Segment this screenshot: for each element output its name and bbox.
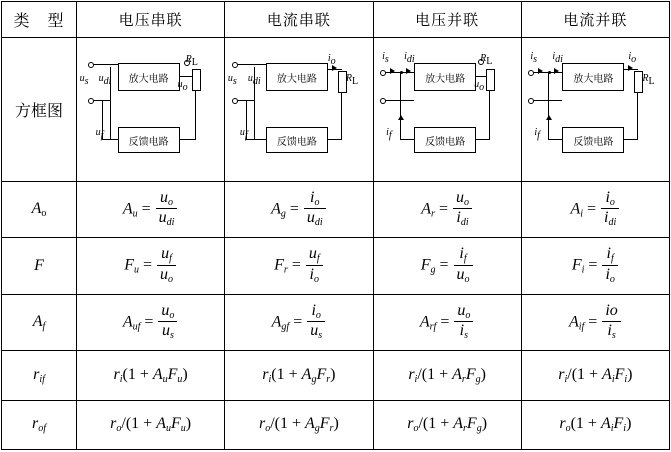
formula-lhs: F [571,256,582,274]
expr-f-sub: i [623,423,627,435]
input-terminal-top [380,70,386,76]
wire [637,91,638,139]
den: i [456,209,461,227]
row-label-rof [2,400,77,449]
table-row-Ao [2,181,670,238]
num: i [606,245,611,263]
label-if: if [534,127,540,142]
den: u [158,209,167,227]
fraction [454,302,473,341]
fraction [601,189,619,228]
label-idi: idi [552,51,563,66]
header-col-2: 电流串联 [225,2,373,38]
header-col-3: 电压并联 [373,2,521,38]
expr-rif-col1: ri(1 + AuFu) [77,351,225,400]
label-io: io [327,53,336,68]
num: u [161,245,170,263]
expr-a: A [602,365,612,383]
formula-F-col3: Fg = $\frac{if}{uo}$ [373,238,521,295]
den-sub: di [608,217,617,229]
den: u [306,209,315,227]
expr-f: F [170,415,181,433]
expr-base: r [258,415,266,433]
circuit-diagram-current-series [228,45,370,173]
wire [246,139,266,140]
diagram-cell-voltage-series [77,37,225,181]
expr-base-sub: i [268,373,272,385]
wire [622,139,638,140]
label-io: io [628,51,637,66]
diagram-cell-voltage-parallel [373,37,521,181]
den: u [310,322,319,340]
expr-f: F [613,415,624,433]
wire [178,139,196,140]
fraction [454,245,473,284]
expr-base-sub: i [119,373,123,385]
den-sub: s [464,330,469,342]
formula-lhs: A [421,200,432,218]
num: i [459,245,464,263]
fraction [602,302,620,341]
expr-a: A [304,415,315,433]
load-resistor [486,69,495,91]
fraction [306,245,323,284]
formula-Af-col3: Arf = $\frac{uo}{is}$ [373,294,521,351]
den: i [604,209,609,227]
table-row-block-diagram [2,37,670,181]
circuit-diagram-current-parallel [524,45,666,173]
expr-rif-col2: ri(1 + AgFr) [225,351,373,400]
expr-f: F [614,365,625,383]
current-arrow-if [546,115,552,120]
fraction [307,302,325,341]
formula-lhs: A [271,313,282,331]
expr-a: A [452,365,462,383]
fraction [156,189,178,228]
formula-Ao-col3: Ar = $\frac{uo}{\text{idi}}$ [373,181,521,238]
row-label-F-base: F [34,257,44,275]
den: u [456,265,465,283]
row-label-block-diagram: 方框图 [2,37,77,181]
label-RL: RL [185,54,198,69]
expr-base: r [113,365,120,383]
num-sub: o [465,309,471,321]
formula-lhs-sub: rf [429,321,437,333]
expr-f-sub: r [329,423,334,435]
formula-Af-col1: Auf = $\frac{uo}{us}$ [77,294,225,351]
label-udi: udi [98,73,112,88]
input-terminal-top [528,70,534,76]
row-label-rof-sub: of [38,423,46,435]
row-label-rif-sub: if [39,373,45,385]
formula-lhs: A [122,200,133,218]
expr-rof-col4: ro(1 + AiFi) [521,400,669,449]
num: i [605,188,610,206]
wire [474,139,490,140]
expr-a: A [152,365,163,383]
expr-a-sub: u [165,423,171,435]
formula-lhs-sub: g [280,208,286,220]
den-sub: di [314,217,323,229]
expr-a: A [600,415,611,433]
formula-lhs-sub: i [581,264,585,276]
amplifier-block: 放大电路 [414,63,476,91]
expr-f: F [316,365,327,383]
expr-f-sub: u [177,373,183,385]
expr-a-sub: i [610,423,614,435]
circuit-diagram-voltage-series [80,45,222,173]
label-is: is [382,51,389,66]
den-sub: di [166,217,175,229]
expr-a: A [453,415,464,433]
wire [195,89,196,139]
expr-rof-col1: ro/(1 + AuFu) [77,400,225,449]
feedback-block: 反馈电路 [414,127,476,153]
formula-Ao-col2: Ag = $\frac{io}{\text{udi}}$ [225,181,373,238]
input-terminal-top [88,62,94,68]
label-udi: udi [247,73,261,88]
expr-f: F [319,415,330,433]
row-label-Af [2,294,77,351]
expr-base-sub: i [564,373,568,385]
den-sub: o [609,273,615,285]
num-sub: f [611,253,614,265]
formula-lhs-sub: r [431,208,435,220]
feedback-block: 反馈电路 [118,127,180,153]
wire [400,72,401,100]
amplifier-block: 放大电路 [562,63,624,91]
table-row-Af [2,294,670,351]
expr-a-sub: u [162,373,168,385]
den-sub: o [168,273,174,285]
label-uf: uf [95,127,104,142]
num-sub: o [609,196,615,208]
formula-lhs-sub: if [578,321,585,333]
num: u [308,245,317,263]
formula-Ao-col4: Ai = $\frac{io}{\text{idi}}$ [521,181,669,238]
den-sub: di [460,217,469,229]
expr-a: A [301,365,312,383]
fraction [453,189,472,228]
expr-rof-col3: ro/(1 + ArFg) [373,400,521,449]
expr-a-sub: g [311,373,317,385]
load-resistor [192,69,201,91]
label-idi: idi [404,51,415,66]
table-row-rif [2,351,670,400]
label-uo: uo [474,79,485,94]
label-is: is [530,51,538,66]
fraction [304,189,326,228]
formula-lhs: A [271,200,281,218]
row-label-Ao-sub: o [41,208,47,220]
expr-f-sub: g [476,423,482,435]
expr-base-sub: o [413,423,419,435]
den: u [161,322,170,340]
table-header-row [2,2,670,38]
current-arrow-is [390,68,395,74]
current-arrow-io [628,65,633,71]
expr-a: A [156,415,166,433]
current-arrow-if [398,115,404,120]
input-terminal-top [232,62,238,68]
row-label-Ao [2,181,77,238]
expr-a-sub: i [611,373,615,385]
feedback-amplifier-comparison-table [1,1,670,450]
num: u [455,188,464,206]
formula-F-col1: Fu = $\frac{uf}{uo}$ [77,238,225,295]
expr-base: r [110,415,117,433]
expr-f: F [167,365,178,383]
label-uf: uf [239,127,248,142]
row-label-Ao-base: A [31,200,42,218]
wire [102,139,118,140]
expr-base: r [408,365,415,383]
table-sheet [0,1,671,452]
junction-dot [548,71,551,74]
row-label-Af-base: A [32,313,43,331]
expr-base: r [559,415,566,433]
formula-Af-col2: Agf = $\frac{io}{us}$ [225,294,373,351]
wire [237,64,266,65]
label-if: if [386,127,392,142]
expr-base-sub: o [116,423,122,435]
formula-lhs: F [124,256,134,274]
expr-a-sub: r [461,373,466,385]
wire [254,101,255,139]
header-col-1: 电压串联 [77,2,225,38]
den: u [160,265,169,283]
current-arrow-io [332,65,337,71]
row-label-rif [2,351,77,400]
header-col-4: 电流并联 [521,2,669,38]
wire [341,91,342,139]
num: u [160,188,169,206]
expr-base-sub: i [414,373,418,385]
den-sub: s [611,330,616,342]
formula-lhs: A [122,313,133,331]
expr-base: r [407,415,414,433]
formula-lhs-sub: gf [281,321,290,333]
formula-Ao-col1: Au = $\frac{uo}{\text{udi}}$ [77,181,225,238]
den-sub: o [464,273,470,285]
label-RL: RL [642,73,655,88]
wire [93,64,118,65]
current-arrow-idi [554,68,559,74]
den: i [607,322,612,340]
den: i [309,265,314,283]
expr-f: F [466,415,477,433]
expr-a-sub: r [463,423,467,435]
amplifier-block: 放大电路 [266,63,328,91]
num: io [605,301,618,319]
expr-f-sub: r [326,373,331,385]
fraction [602,245,617,284]
input-terminal-bottom [380,98,386,104]
formula-lhs-sub: uf [132,321,141,333]
num: i [311,301,316,319]
formula-lhs: A [419,313,430,331]
formula-lhs: F [420,256,431,274]
expr-f-sub: u [180,423,186,435]
den-sub: o [313,273,319,285]
expr-base: r [558,365,565,383]
label-us: us [79,73,89,88]
wire [326,139,342,140]
label-uo: uo [177,79,188,94]
formula-lhs: A [570,200,581,218]
formula-lhs-sub: u [134,264,139,276]
num-sub: f [463,253,467,265]
wire [110,101,111,139]
feedback-block: 反馈电路 [562,127,624,153]
row-label-rif-base: r [33,365,40,383]
expr-f-sub: g [475,373,481,385]
header-corner: 类 型 [2,2,77,38]
input-terminal-bottom [88,98,94,104]
formula-lhs: F [274,256,284,274]
current-arrow-idi [406,68,411,74]
formula-Af-col4: Aif = $\frac{io}{is}$ [521,294,669,351]
label-RL: RL [345,73,359,88]
row-label-Af-sub: f [42,321,46,333]
input-terminal-bottom [528,98,534,104]
formula-lhs: A [568,313,579,331]
num: u [161,301,170,319]
den: i [459,322,465,340]
expr-f-sub: i [624,373,628,385]
num-sub: o [314,196,320,208]
den: i [605,265,610,283]
formula-F-col4: Fi = $\frac{if}{io}$ [521,238,669,295]
expr-base-sub: o [565,423,571,435]
table-row-F [2,238,670,295]
junction-dot [400,71,403,74]
wire [548,72,549,100]
circuit-diagram-voltage-parallel [376,45,518,173]
label-RL: RL [480,53,493,68]
num-sub: o [169,309,175,321]
formula-lhs-sub: i [580,208,584,220]
input-terminal-bottom [232,98,238,104]
expr-base: r [262,365,269,383]
num-sub: o [168,196,174,208]
den-sub: s [169,330,174,342]
amplifier-block: 放大电路 [118,63,180,91]
expr-a-sub: g [314,423,320,435]
den-sub: s [318,330,323,342]
fraction [157,245,176,284]
num-sub: o [463,196,469,208]
expr-rof-col2: ro/(1 + AgFr) [225,400,373,449]
expr-f: F [465,365,476,383]
num: i [310,188,315,206]
label-us: us [227,73,237,88]
formula-lhs-sub: g [430,264,436,276]
current-arrow-is [538,68,543,74]
row-label-F [2,238,77,295]
expr-rif-col4: ri/(1 + AiFi) [521,351,669,400]
formula-lhs-sub: u [132,208,138,220]
formula-lhs-sub: r [283,264,288,276]
num-sub: o [315,309,321,321]
diagram-cell-current-series [225,37,373,181]
row-label-rof-base: r [31,415,39,433]
num: u [457,301,466,319]
num-sub: f [316,253,320,265]
fraction [158,302,177,341]
num-sub: f [169,253,172,265]
expr-rif-col3: ri/(1 + ArFg) [373,351,521,400]
table-row-rof [2,400,670,449]
expr-base-sub: o [265,423,271,435]
wire [489,89,490,139]
feedback-block: 反馈电路 [266,127,328,153]
formula-F-col2: Fr = $\frac{uf}{io}$ [225,238,373,295]
diagram-cell-current-parallel [521,37,669,181]
